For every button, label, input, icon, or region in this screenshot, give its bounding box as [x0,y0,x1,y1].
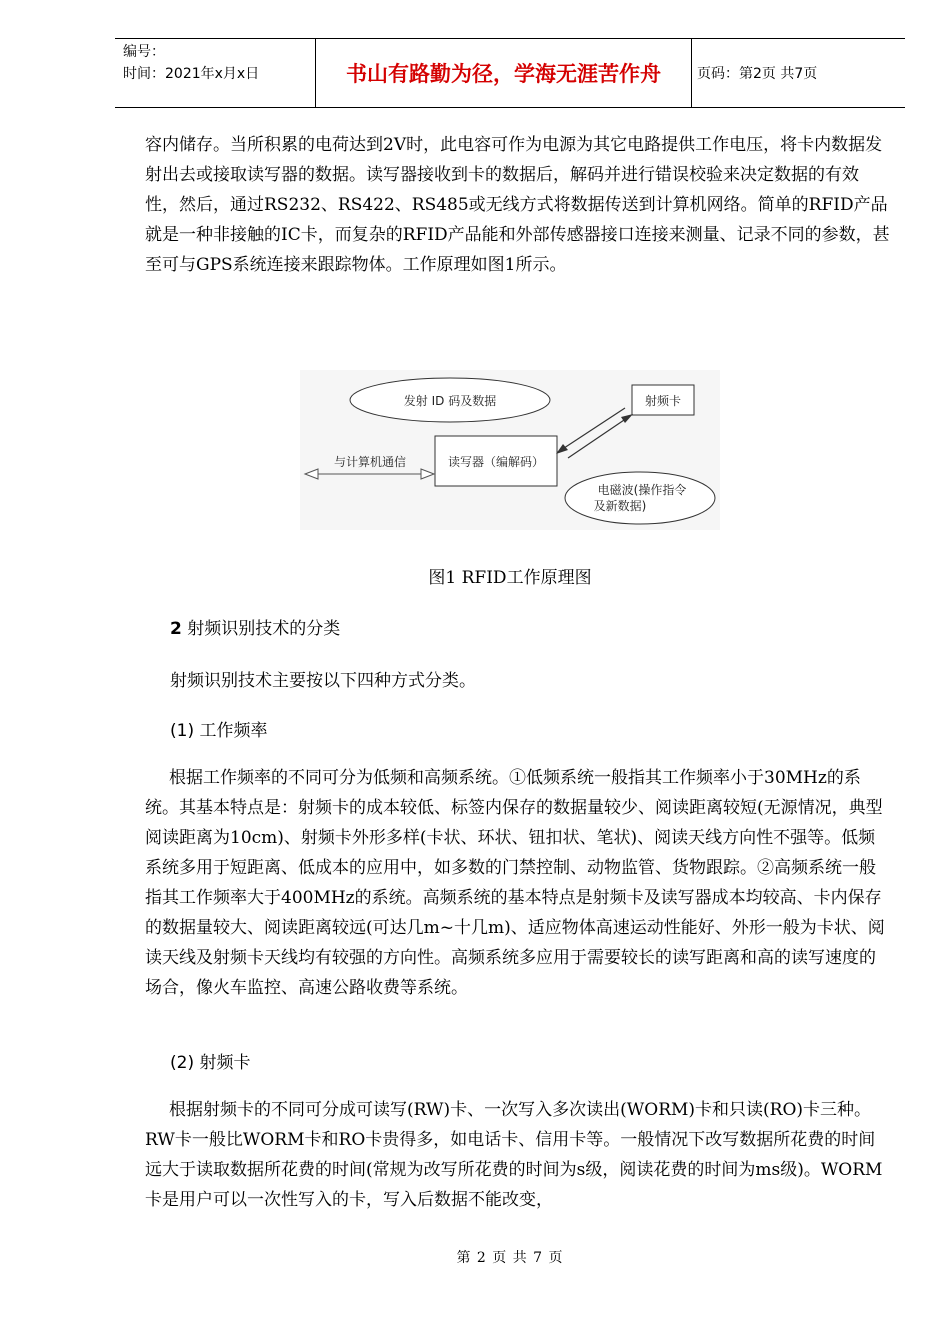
section-title: 射频识别技术的分类 [187,619,341,639]
header-motto: 书山有路勤为径，学海无涯苦作舟 [315,39,692,107]
subheading-frequency: (1) 工作频率 [170,721,268,741]
computer-arrow-label: 与计算机通信 [333,455,407,469]
section-number: 2 [170,619,182,639]
bubble-bottom-line1: 电磁波(操作指令 [597,483,687,497]
intro-line: 射频识别技术主要按以下四种方式分类。 [170,671,476,691]
paragraph-card: 根据射频卡的不同可分成可读写(RW)卡、一次写入多次读出(WORM)卡和只读(RO)卡三种。RW卡一般比WORM卡和RO卡贵得多，如电话卡、信用卡等。一般情况下改写数据所花费的时间远大于读取数据所花费的时间(常规为改写所花费的时间为s级，阅读花费的时间为ms级)。WORM卡是用户可以一次性写入的卡，写入后数据不能改变， [145,1100,883,1210]
reader-box-label: 读写器（编解码） [447,455,545,469]
subheading-card: (2) 射频卡 [170,1053,251,1073]
time-label: 时间：2021年x月x日 [123,66,260,82]
header-page-label: 页码：第2页 共7页 [697,66,818,82]
card-box-label: 射频卡 [644,394,682,408]
paragraph-1: 容内储存。当所积累的电荷达到2V时，此电容可作为电源为其它电路提供工作电压，将卡内数据发射出去或接取读写器的数据。读写器接收到卡的数据后，解码并进行错误校验来决定数据的有效性，然后，通过RS232、RS422、RS485或无线方式将数据传送到计算机网络。简单的RFID产品就是一种非接触的IC卡，而复杂的RFID产品能和外部传感器接口连接来测量、记录不同的参数，甚至可与GPS系统连接来跟踪物体。工作原理如图1所示。 [145,135,890,275]
serial-label: 编号： [123,44,165,60]
bubble-bottom [565,472,715,524]
section-heading [170,614,340,639]
rfid-diagram [300,370,720,530]
bubble-top-label: 发射 ID 码及数据 [403,394,497,408]
header-left [123,41,313,85]
paragraph-frequency: 根据工作频率的不同可分为低频和高频系统。①低频系统一般指其工作频率小于30MHz的系统。其基本特点是：射频卡的成本较低、标签内保存的数据量较少、阅读距离较短(无源情况，典型阅读距离为10cm)、射频卡外形多样(卡状、环状、钮扣状、笔状)、阅读天线方向性不强等。低频系统多用于短距离、低成本的应用中，如多数的门禁控制、动物监管、货物跟踪。②高频系统一般指其工作频率大于400MHz的系统。高频系统的基本特点是射频卡及读写器成本均较高、卡内保存的数据量较大、阅读距离较远(可达几m~十几m)、适应物体高速运动性能好、外形一般为卡状、阅读天线及射频卡天线均有较强的方向性。高频系统多应用于需要较长的读写距离和高的读写速度的场合，像火车监控、高速公路收费等系统。 [145,768,885,998]
bubble-bottom-line2: 及新数据) [593,499,647,513]
page-footer: 第 2 页 共 7 页 [456,1250,564,1266]
page-header [115,38,905,108]
figure-caption: 图1 RFID工作原理图 [428,568,592,588]
